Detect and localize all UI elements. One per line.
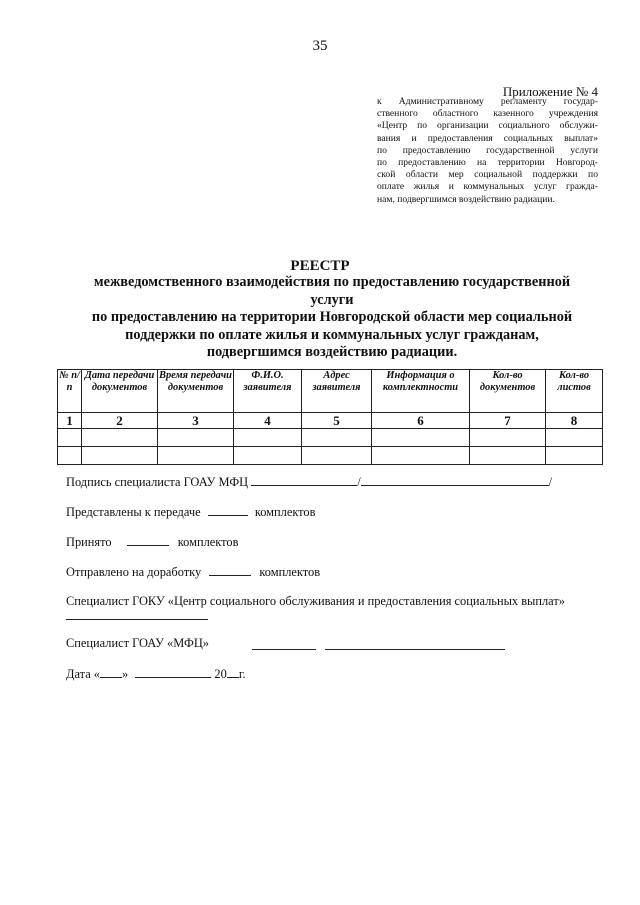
column-number: 1	[58, 413, 82, 429]
registry-title: РЕЕСТР	[290, 258, 350, 274]
table-cell[interactable]	[234, 429, 302, 447]
col-header-sheet-count: Кол-во листов	[546, 370, 603, 413]
table-cell[interactable]	[58, 429, 82, 447]
specialist-goau-name-blank[interactable]	[325, 648, 505, 650]
registry-subtitle-line: межведомственного взаимодействия по предоставлению государственной	[93, 274, 571, 290]
col-header-time: Время передачи документов	[158, 370, 234, 413]
submitted-label: Представлены к передаче	[66, 505, 201, 519]
col-header-fio: Ф.И.О. заявителя	[234, 370, 302, 413]
column-number: 6	[372, 413, 470, 429]
date-suffix: г.	[238, 667, 246, 681]
appendix-line: ской области мер социальной поддержки по	[377, 169, 598, 181]
date-line	[66, 666, 246, 682]
appendix-line: оплате жилья и коммунальных услуг гражда-	[377, 181, 598, 193]
table-cell[interactable]	[234, 447, 302, 465]
table-cell[interactable]	[546, 447, 603, 465]
registry-subtitle-line: услуги	[310, 291, 354, 308]
table-cell[interactable]	[302, 429, 372, 447]
appendix-line: по предоставлению на территории Новгород-	[377, 157, 598, 169]
signature-label: Подпись специалиста ГОАУ МФЦ	[66, 475, 249, 489]
registry-subtitle-line: по предоставлению на территории Новгородской области мер социальной	[91, 309, 573, 326]
table-row	[58, 429, 603, 447]
signature-name-blank[interactable]	[361, 474, 549, 486]
table-cell[interactable]	[158, 447, 234, 465]
page-number: 35	[312, 38, 328, 54]
returned-suffix: комплектов	[259, 565, 321, 579]
appendix-line: ственного областного казенного учреждения	[377, 108, 598, 120]
specialist-goau-signature-blank[interactable]	[252, 648, 316, 650]
submitted-line	[66, 504, 315, 520]
column-number: 2	[82, 413, 158, 429]
table-cell[interactable]	[470, 429, 546, 447]
accepted-count-blank[interactable]	[127, 534, 169, 546]
col-header-doc-count: Кол-во документов	[470, 370, 546, 413]
col-header-completeness: Информация о комплектности	[372, 370, 470, 413]
date-month-blank[interactable]	[135, 666, 211, 678]
table-cell[interactable]	[372, 429, 470, 447]
specialist-goku-line	[66, 594, 565, 609]
accepted-suffix: комплектов	[177, 535, 239, 549]
table-cell[interactable]	[82, 429, 158, 447]
table-cell[interactable]	[546, 429, 603, 447]
specialist-goku-blank[interactable]	[66, 618, 208, 620]
returned-line	[66, 564, 320, 580]
table-cell[interactable]	[158, 429, 234, 447]
accepted-line	[66, 534, 238, 550]
specialist-goau-label: Специалист ГОАУ «МФЦ»	[66, 636, 209, 650]
appendix-line: к Административному регламенту государ-	[377, 96, 598, 107]
signature-line: Подпись специалиста ГОАУ МФЦ / /	[66, 475, 553, 489]
column-number: 5	[302, 413, 372, 429]
table-row	[58, 447, 603, 465]
col-header-number: № п/ п	[58, 370, 82, 413]
registry-subtitle-line: подвергшимся воздействию радиации.	[206, 344, 458, 361]
column-number: 8	[546, 413, 603, 429]
appendix-line: нам, подвергшимся воздействию радиации.	[377, 193, 555, 205]
col-header-date: Дата передачи документов	[82, 370, 158, 413]
table-cell[interactable]	[82, 447, 158, 465]
column-number: 3	[158, 413, 234, 429]
table-cell[interactable]	[470, 447, 546, 465]
table-cell[interactable]	[372, 447, 470, 465]
submitted-suffix: комплектов	[254, 505, 316, 519]
table-cell[interactable]	[58, 447, 82, 465]
date-year: 20	[214, 667, 227, 681]
specialist-goau-line	[66, 636, 209, 651]
appendix-title: Приложение № 4	[502, 84, 598, 99]
date-day-blank[interactable]	[100, 666, 122, 678]
returned-count-blank[interactable]	[209, 564, 251, 576]
appendix-line: «Центр по организации социального обслужи-	[377, 120, 598, 132]
date-year-blank[interactable]	[227, 666, 239, 678]
appendix-text	[377, 96, 598, 206]
signature-blank[interactable]	[251, 474, 357, 486]
returned-label: Отправлено на доработку	[66, 565, 202, 579]
appendix-line: по предоставлению государственной услуги	[377, 144, 598, 156]
date-mid: »	[122, 667, 129, 681]
date-label: Дата «	[66, 667, 100, 681]
registry-subtitle	[68, 274, 596, 362]
registry-table	[57, 369, 603, 465]
col-header-address: Адрес заявителя	[302, 370, 372, 413]
appendix-line: вания и предоставления социальных выплат»	[377, 132, 598, 144]
accepted-label: Принято	[66, 535, 112, 549]
table-header-row	[58, 370, 603, 413]
column-number: 7	[470, 413, 546, 429]
table-cell[interactable]	[302, 447, 372, 465]
submitted-count-blank[interactable]	[208, 504, 248, 516]
specialist-goku-label: Специалист ГОКУ «Центр социального обслуживания и предоставления социальных выплат»	[66, 594, 565, 608]
table-number-row	[58, 413, 603, 429]
registry-subtitle-line: поддержки по оплате жилья и коммунальных услуг гражданам,	[125, 326, 539, 343]
column-number: 4	[234, 413, 302, 429]
